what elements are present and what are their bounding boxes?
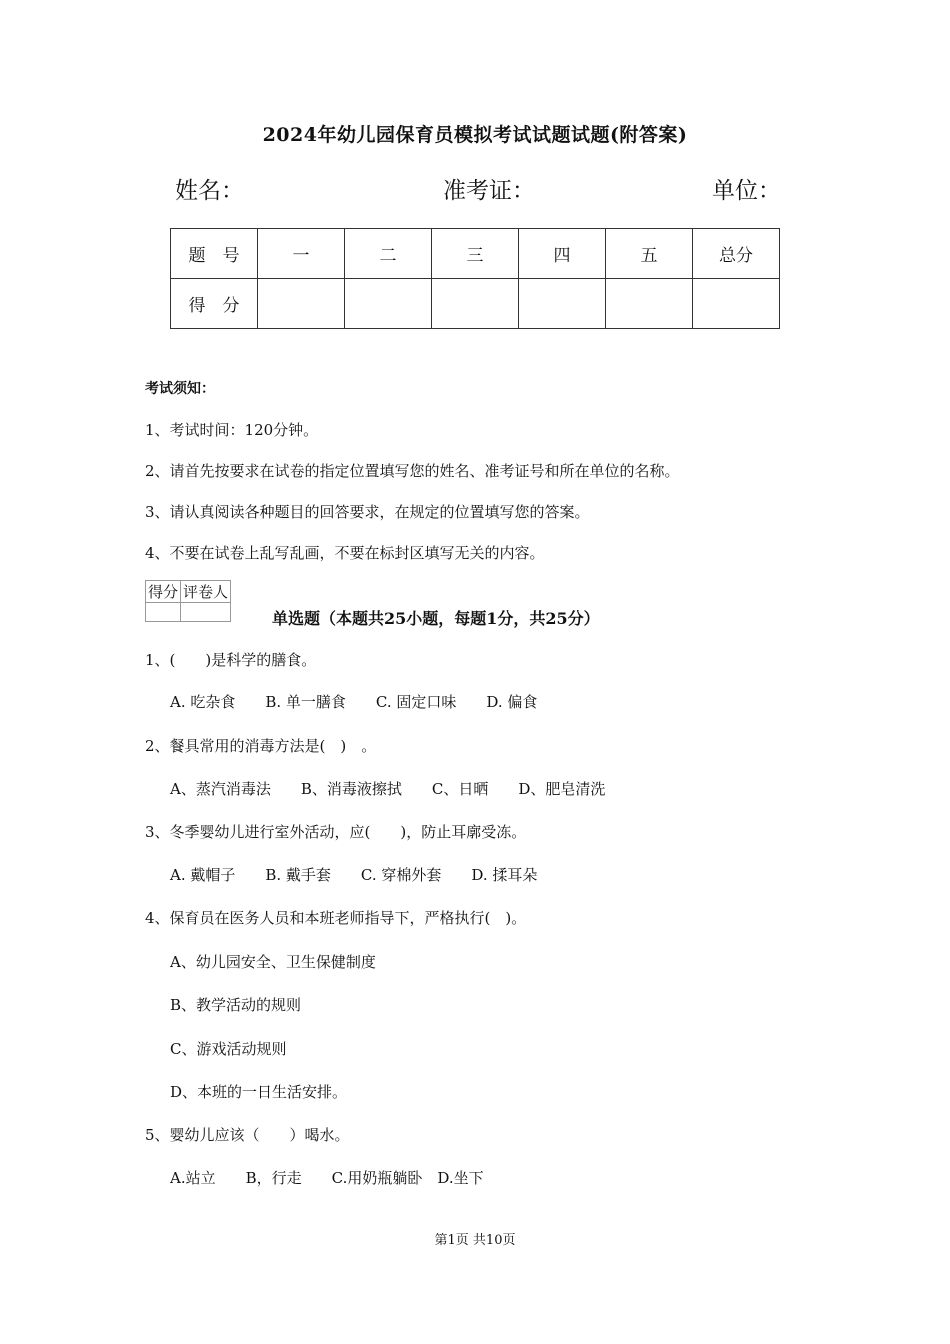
score-table-header-row xyxy=(171,229,780,279)
question-3-options: A. 戴帽子 B. 戴手套 C. 穿棉外套 D. 揉耳朵 xyxy=(170,866,538,884)
question-4-option-c: C、游戏活动规则 xyxy=(170,1040,287,1058)
question-5-options: A.站立 B，行走 C.用奶瓶躺卧 D.坐下 xyxy=(170,1169,484,1187)
grader-box xyxy=(145,580,231,622)
score-cell xyxy=(345,279,432,329)
notice-item: 1、考试时间：120分钟。 xyxy=(145,421,319,439)
question-5: 5、婴幼儿应该（ ）喝水。 xyxy=(145,1126,350,1144)
question-1-options: A. 吃杂食 B. 单一膳食 C. 固定口味 D. 偏食 xyxy=(170,693,538,711)
grader-score-label: 得分 xyxy=(146,581,181,603)
question-4: 4、保育员在医务人员和本班老师指导下，严格执行( )。 xyxy=(145,909,527,927)
question-2: 2、餐具常用的消毒方法是( ) 。 xyxy=(145,737,377,755)
score-table xyxy=(170,228,780,329)
question-1: 1、( )是科学的膳食。 xyxy=(145,651,317,669)
name-label: 姓名： xyxy=(175,178,244,204)
score-cell xyxy=(606,279,693,329)
score-cell: 一 xyxy=(258,229,345,279)
score-cell xyxy=(693,279,780,329)
score-cell xyxy=(432,279,519,329)
question-4-option-a: A、幼儿园安全、卫生保健制度 xyxy=(170,953,376,971)
notice-item: 4、不要在试卷上乱写乱画，不要在标封区填写无关的内容。 xyxy=(145,544,545,562)
exam-id-label: 准考证： xyxy=(443,178,535,204)
score-cell: 总分 xyxy=(693,229,780,279)
grader-reviewer-cell xyxy=(181,603,231,622)
grader-reviewer-label: 评卷人 xyxy=(181,581,231,603)
score-cell: 五 xyxy=(606,229,693,279)
notice-item: 3、请认真阅读各种题目的回答要求，在规定的位置填写您的答案。 xyxy=(145,503,590,521)
score-cell xyxy=(519,279,606,329)
page-footer: 第1页 共10页 xyxy=(434,1233,516,1248)
document-title: 2024年幼儿园保育员模拟考试试题试题(附答案) xyxy=(262,124,688,146)
question-3: 3、冬季婴幼儿进行室外活动，应( )，防止耳廓受冻。 xyxy=(145,823,527,841)
section-heading: 单选题（本题共25小题，每题1分，共25分） xyxy=(272,609,600,628)
notice-heading: 考试须知： xyxy=(145,381,215,397)
question-4-option-b: B、教学活动的规则 xyxy=(170,996,302,1014)
score-table-score-row xyxy=(171,279,780,329)
score-cell: 四 xyxy=(519,229,606,279)
score-cell: 二 xyxy=(345,229,432,279)
unit-label: 单位： xyxy=(712,178,781,204)
score-cell: 三 xyxy=(432,229,519,279)
score-cell xyxy=(258,279,345,329)
score-cell: 得 分 xyxy=(171,279,258,329)
question-2-options: A、蒸汽消毒法 B、消毒液擦拭 C、日晒 D、肥皂清洗 xyxy=(170,780,606,798)
notice-item: 2、请首先按要求在试卷的指定位置填写您的姓名、准考证号和所在单位的名称。 xyxy=(145,462,680,480)
score-cell: 题 号 xyxy=(171,229,258,279)
grader-score-cell xyxy=(146,603,181,622)
question-4-option-d: D、本班的一日生活安排。 xyxy=(170,1083,348,1101)
